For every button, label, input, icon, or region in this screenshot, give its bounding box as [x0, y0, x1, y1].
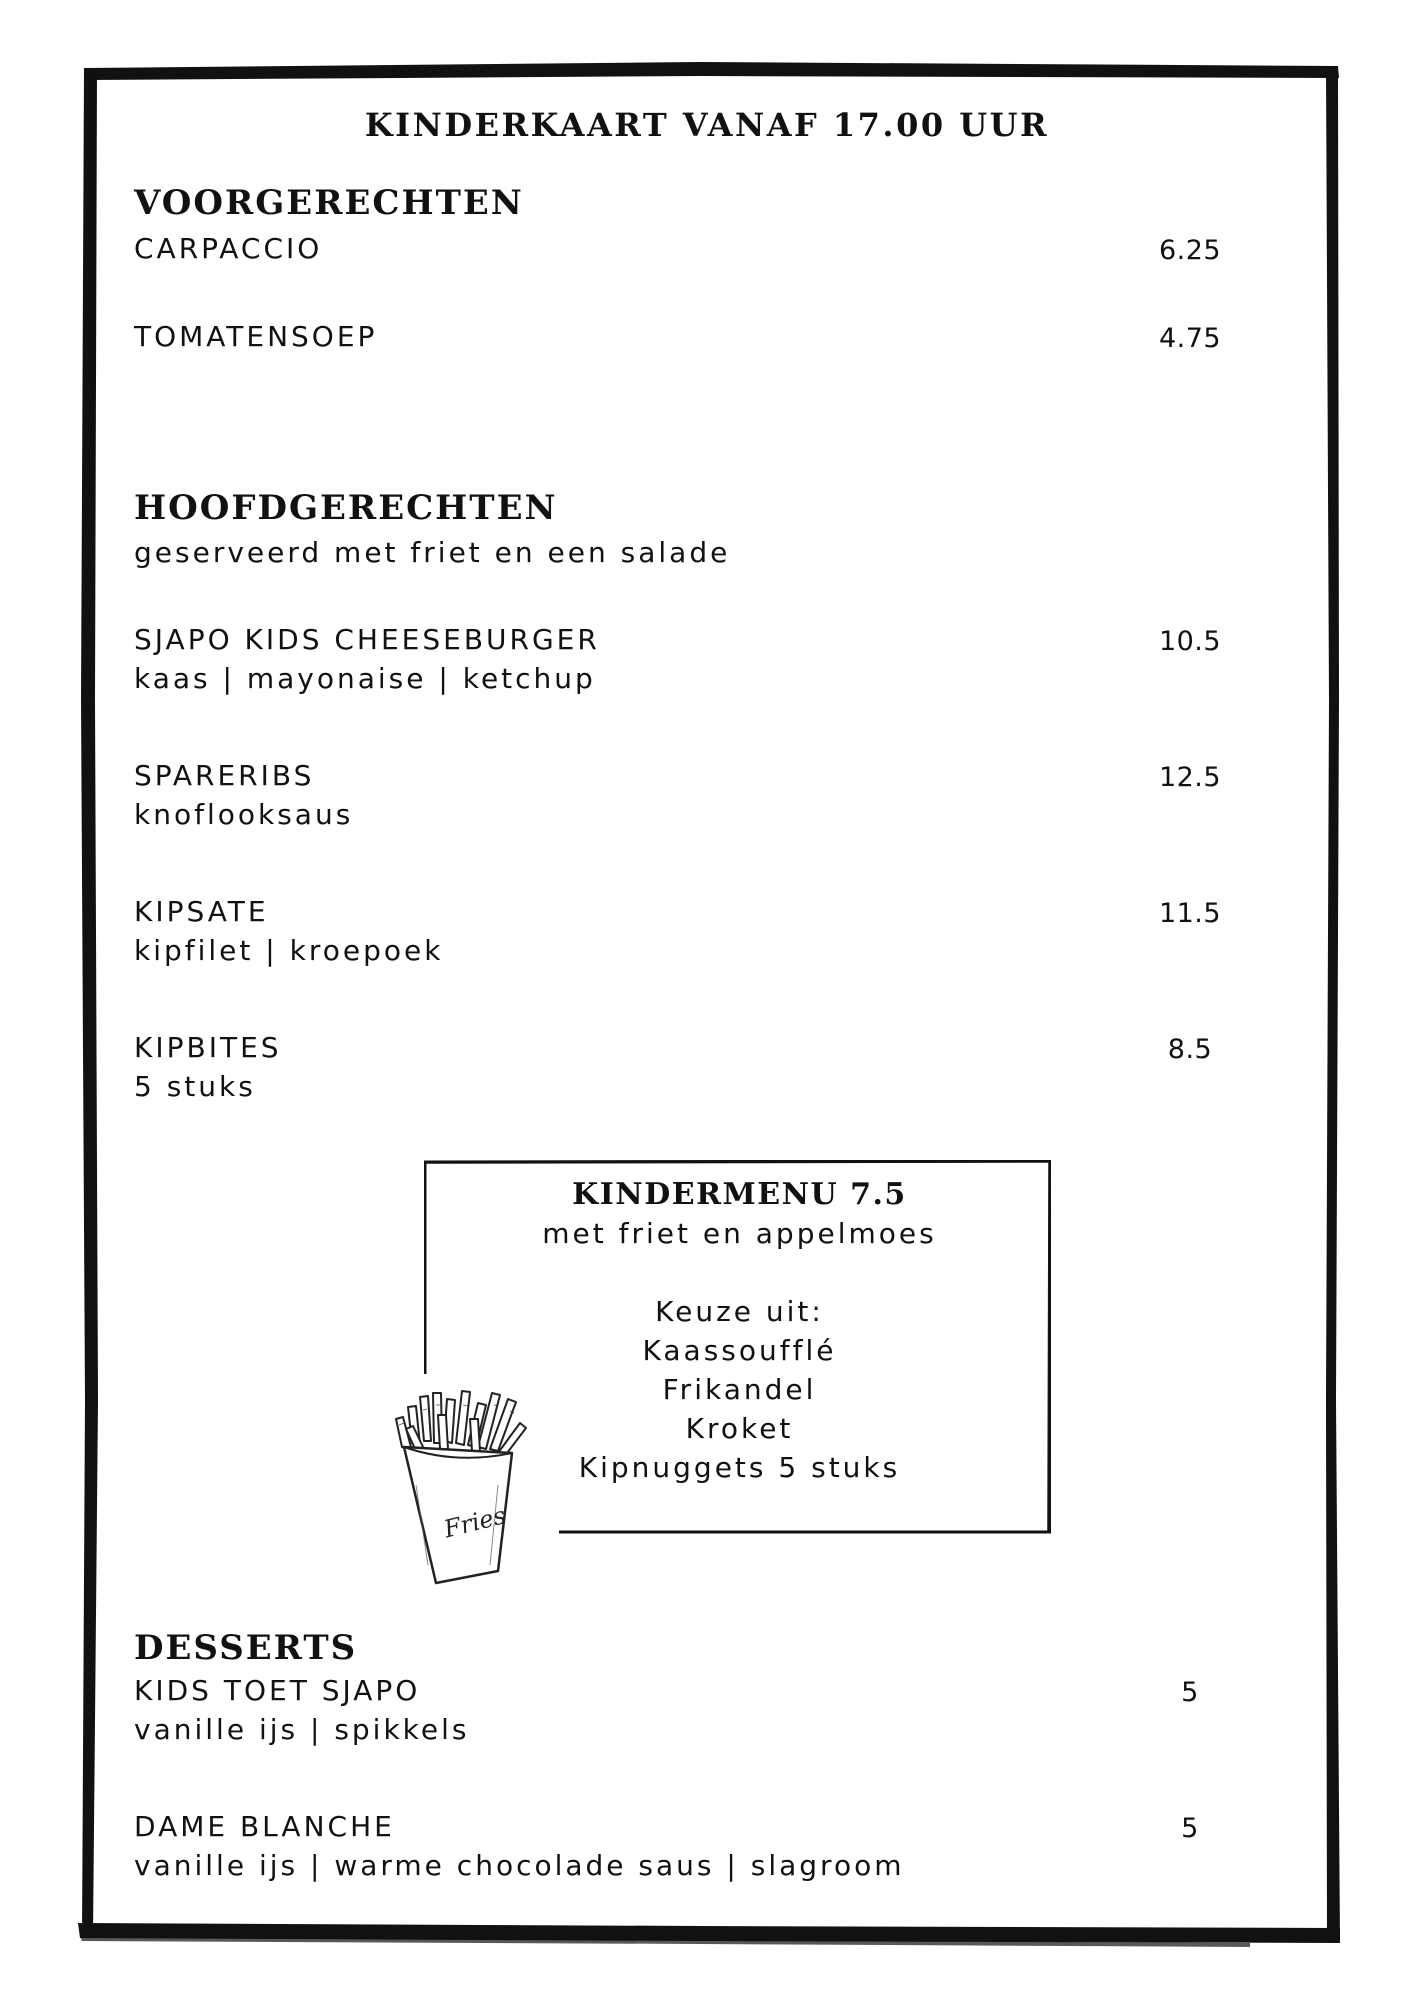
kindermenu-choice: Kipnuggets 5 stuks	[578, 1451, 901, 1484]
menu-item-name: CARPACCIO	[134, 232, 323, 265]
kindermenu-choice: Frikandel	[662, 1373, 817, 1406]
menu-item-price: 12.5	[1158, 762, 1222, 793]
menu-item-description: kaas | mayonaise | ketchup	[134, 662, 596, 695]
menu-item-name: SPARERIBS	[134, 759, 315, 792]
menu-item-price: 5	[1181, 1677, 1199, 1708]
section-title-voorgerechten: VOORGERECHTEN	[134, 183, 524, 223]
kindermenu-choice: Kroket	[685, 1412, 794, 1445]
fries-label: Fries	[441, 1501, 509, 1544]
menu-item-description: knoflooksaus	[134, 798, 354, 831]
menu-item-price: 10.5	[1158, 626, 1222, 657]
menu-item-price: 5	[1181, 1813, 1199, 1844]
page-title: KINDERKAART VANAF 17.00 UUR	[364, 106, 1050, 144]
menu-item-description: 5 stuks	[134, 1070, 256, 1103]
menu-item-name: KIDS TOET SJAPO	[134, 1674, 421, 1707]
menu-item-price: 8.5	[1167, 1034, 1213, 1065]
kindermenu-title: KINDERMENU 7.5	[572, 1177, 907, 1212]
kindermenu-choice-label: Keuze uit:	[655, 1295, 824, 1328]
menu-item-name: DAME BLANCHE	[134, 1810, 395, 1843]
section-subtitle: geserveerd met friet en een salade	[134, 536, 731, 569]
menu-item-price: 4.75	[1158, 323, 1222, 354]
menu-item-description: vanille ijs | spikkels	[134, 1713, 470, 1746]
menu-item-price: 11.5	[1158, 898, 1222, 929]
menu-item-name: KIPBITES	[134, 1031, 282, 1064]
menu-item-name: SJAPO KIDS CHEESEBURGER	[134, 623, 600, 656]
kindermenu-subtitle: met friet en appelmoes	[542, 1217, 937, 1250]
menu-item-price: 6.25	[1158, 235, 1222, 266]
menu-item-description: vanille ijs | warme chocolade saus | slagroom	[134, 1849, 905, 1882]
kindermenu-choice: Kaassoufflé	[642, 1334, 837, 1367]
menu-item-name: KIPSATE	[134, 895, 269, 928]
menu-item-name: TOMATENSOEP	[134, 320, 378, 353]
section-title-hoofdgerechten: HOOFDGERECHTEN	[134, 488, 558, 528]
menu-item-description: kipfilet | kroepoek	[134, 934, 444, 967]
fries-icon	[386, 1385, 546, 1585]
section-title-desserts: DESSERTS	[134, 1628, 358, 1668]
